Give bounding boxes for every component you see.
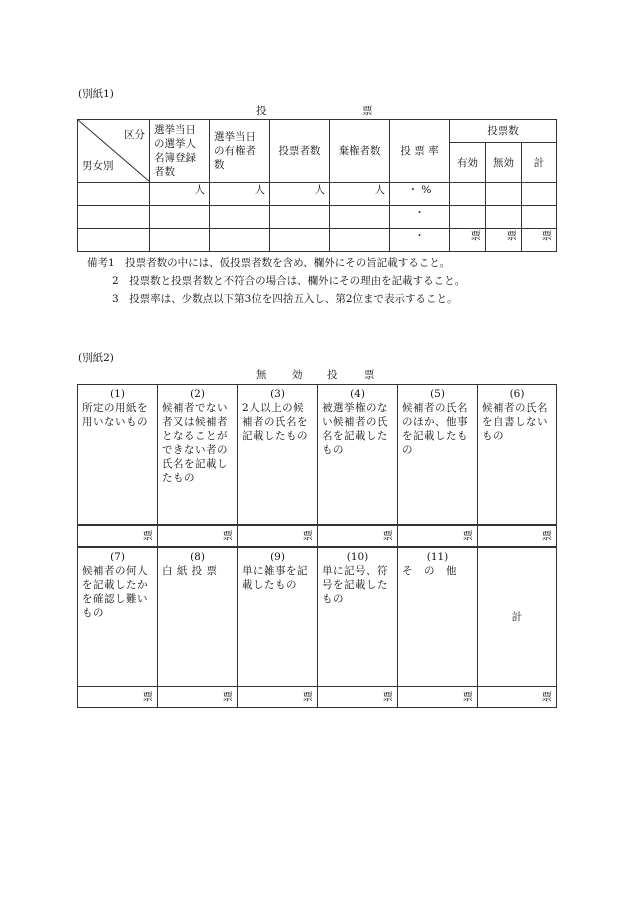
votes-group-header: 投票数 [450, 120, 557, 143]
invalid-category-2: (2) 候補者でない者又は候補者となることができない者の氏名を記載したもの [158, 385, 238, 525]
invalid-header: 無効 [486, 143, 522, 183]
unit-person: 人 [270, 183, 330, 206]
unit-person: 人 [210, 183, 270, 206]
unit-vote: 票 [522, 229, 557, 252]
invalid-category-9: (9) 単に雑事を記載したもの [238, 547, 318, 687]
note-2: 2 投票数と投票者数と不符合の場合は、欄外にその理由を記載すること。 [112, 275, 466, 287]
unit-vote: 票 [478, 687, 557, 708]
rate-unit: ・ % [390, 183, 450, 206]
unit-vote: 票 [398, 525, 478, 547]
unit-person: 人 [330, 183, 390, 206]
unit-person: 人 [150, 183, 210, 206]
table-row [78, 229, 557, 252]
unit-vote: 票 [238, 525, 318, 547]
invalid-votes-table [77, 384, 557, 708]
kubun-label: 区分 [124, 129, 145, 141]
annex2-label: (別紙2) [78, 352, 114, 364]
category-gender-header [78, 120, 150, 183]
unit-vote: 票 [450, 229, 486, 252]
invalid-category-10: (10) 単に記号、符号を記載したもの [318, 547, 398, 687]
voting-summary-table [77, 119, 557, 252]
unit-vote: 票 [398, 687, 478, 708]
invalid-category-6: (6) 候補者の氏名を自書しないもの [478, 385, 557, 525]
unit-vote: 票 [318, 525, 398, 547]
turnout-header: 投 票 率 [390, 120, 450, 183]
eligible-voters-header: 選挙当日 の有権者 数 [210, 120, 270, 183]
invalid-category-4: (4) 被選挙権のない候補者の氏名を記載したもの [318, 385, 398, 525]
unit-vote: 票 [486, 229, 522, 252]
note-1: 備考1 投票者数の中には、仮投票者数を含め、欄外にその旨記載すること。 [87, 257, 451, 269]
rate-dot: ・ [390, 206, 450, 229]
unit-vote: 票 [318, 687, 398, 708]
table-row [78, 687, 557, 708]
invalid-category-1: (1) 所定の用紙を用いないもの [78, 385, 158, 525]
annex1-title-b: 票 [362, 105, 373, 117]
danjo-label: 男女別 [82, 160, 114, 172]
invalid-category-5: (5) 候補者の氏名のほか、他事を記載したもの [398, 385, 478, 525]
unit-vote: 票 [238, 687, 318, 708]
unit-vote: 票 [78, 525, 158, 547]
unit-vote: 票 [158, 525, 238, 547]
unit-vote: 票 [78, 687, 158, 708]
registered-voters-header: 選挙当日 の選挙人 名簿登録 者数 [150, 120, 210, 183]
unit-vote: 票 [158, 687, 238, 708]
invalid-category-3: (3) 2人以上の候補者の氏名を記載したもの [238, 385, 318, 525]
annex1-title-a: 投 [256, 105, 267, 117]
table-row [78, 183, 557, 206]
table-row [78, 206, 557, 229]
abstainers-header: 棄権者数 [330, 120, 390, 183]
total-label: 計 [478, 547, 557, 687]
invalid-category-8: (8) 白 紙 投 票 [158, 547, 238, 687]
rate-dot: ・ [390, 229, 450, 252]
note-3: 3 投票率は、少数点以下第3位を四捨五入し、第2位まで表示すること。 [112, 293, 458, 305]
voters-header: 投票者数 [270, 120, 330, 183]
annex1-label: (別紙1) [78, 88, 114, 100]
total-header: 計 [522, 143, 557, 183]
invalid-category-11: (11) そ の 他 [398, 547, 478, 687]
table-row [78, 525, 557, 547]
valid-header: 有効 [450, 143, 486, 183]
unit-vote: 票 [478, 525, 557, 547]
invalid-category-7: (7) 候補者の何人を記載したかを確認し難いもの [78, 547, 158, 687]
